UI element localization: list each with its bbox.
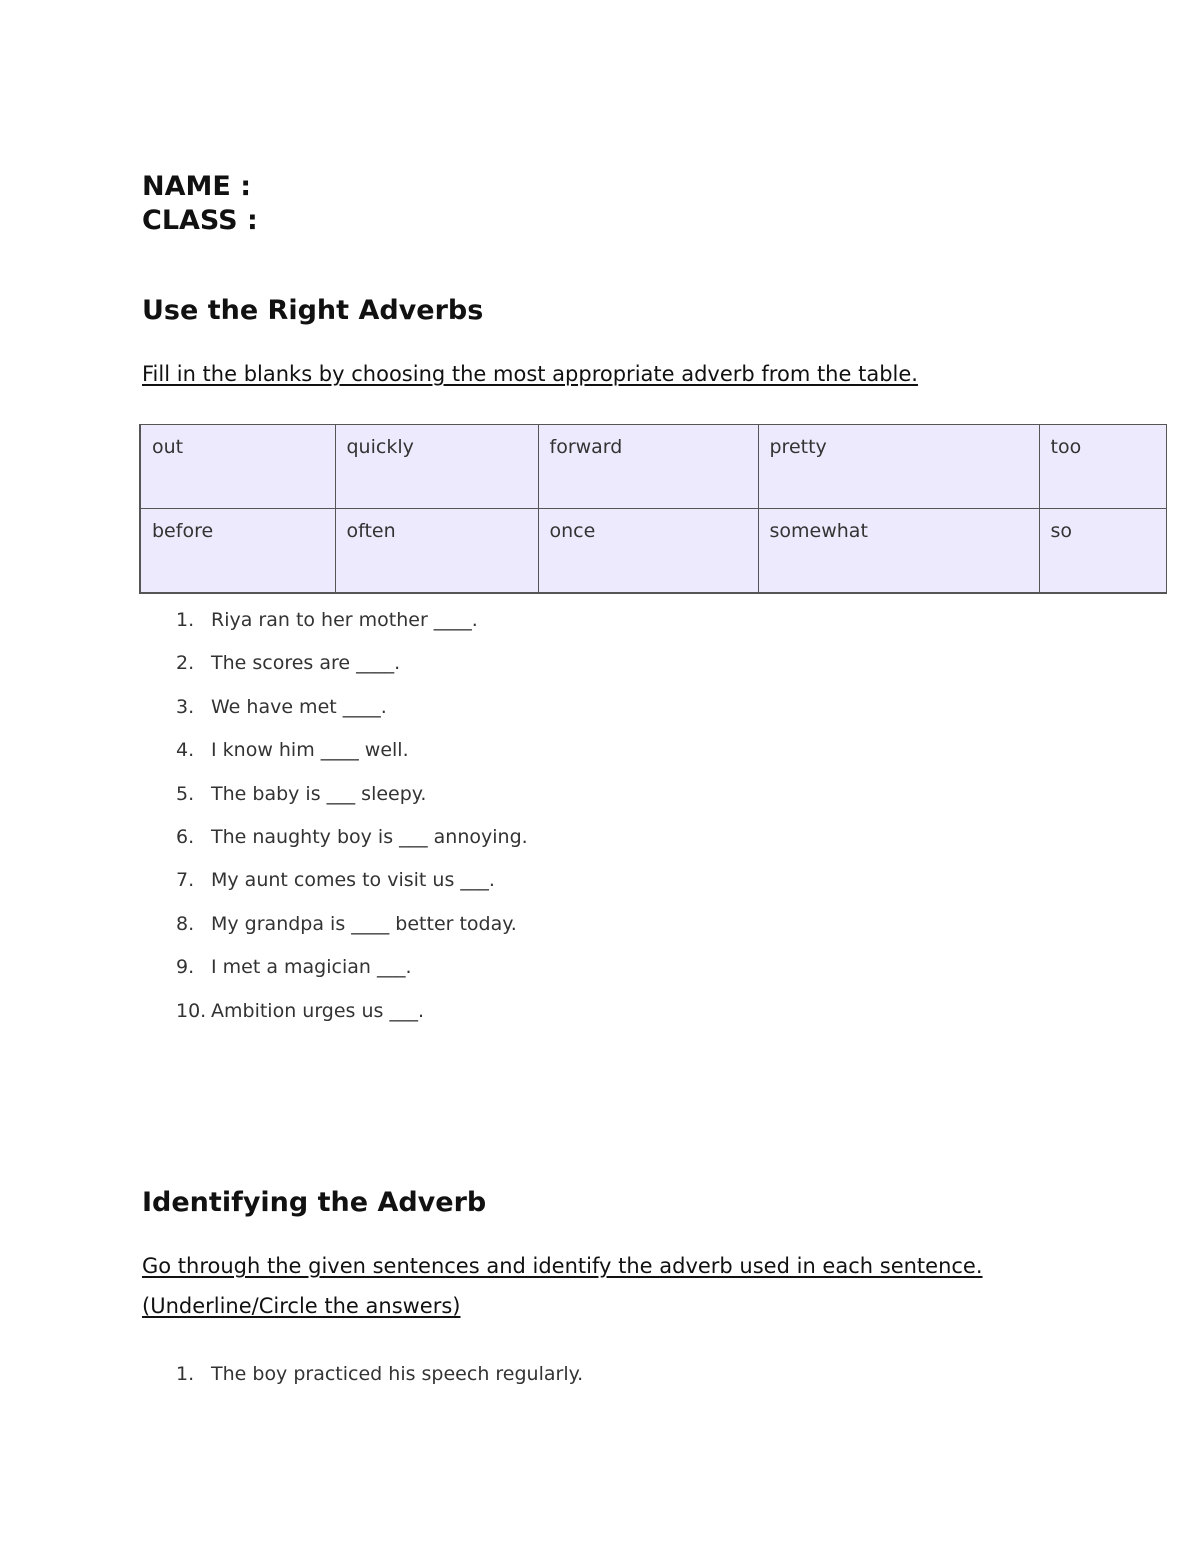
- table-cell: somewhat: [758, 509, 1039, 594]
- section-title-identifying-adverb: Identifying the Adverb: [142, 1187, 487, 1218]
- section-instruction-identify: Go through the given sentences and identify the adverb used in each sentence. (Underline/Circle the answers): [142, 1254, 983, 1318]
- table-cell: too: [1039, 425, 1166, 509]
- table-cell: forward: [538, 425, 758, 509]
- question-text: Riya ran to her mother ____.: [211, 609, 478, 631]
- section-instruction-fill-blanks: Fill in the blanks by choosing the most appropriate adverb from the table.: [142, 362, 918, 386]
- question-number: 1.: [176, 609, 195, 631]
- question-number: 2.: [176, 652, 195, 675]
- question-number: 10.: [176, 999, 207, 1022]
- class-label: CLASS :: [142, 205, 258, 236]
- section-title-right-adverbs: Use the Right Adverbs: [142, 295, 484, 326]
- table-cell: pretty: [758, 425, 1039, 509]
- question-number: 4.: [176, 739, 195, 762]
- question-text: I met a magician ___.: [211, 956, 412, 979]
- table-cell: out: [140, 425, 335, 509]
- question-text: The boy practiced his speech regularly.: [211, 1363, 584, 1385]
- table-cell: often: [335, 509, 538, 594]
- table-row: [140, 425, 1166, 509]
- question-number: 5.: [176, 782, 195, 805]
- question-text: The naughty boy is ___ annoying.: [211, 825, 528, 848]
- question-number: 9.: [176, 956, 195, 979]
- table-cell: quickly: [335, 425, 538, 509]
- question-text: Ambition urges us ___.: [211, 999, 425, 1022]
- question-number: 7.: [176, 869, 195, 892]
- question-number: 3.: [176, 695, 195, 718]
- question-text: I know him ____ well.: [211, 739, 409, 762]
- question-text: The baby is ___ sleepy.: [211, 782, 427, 805]
- question-number: 6.: [176, 825, 195, 848]
- question-text: We have met ____.: [211, 695, 387, 718]
- table-cell: once: [538, 509, 758, 594]
- table-row: [140, 509, 1166, 594]
- question-number: 1.: [176, 1363, 195, 1385]
- adverb-word-table: [139, 424, 1167, 594]
- table-cell: so: [1039, 509, 1166, 594]
- question-text: My grandpa is ____ better today.: [211, 912, 517, 935]
- question-number: 8.: [176, 912, 195, 935]
- question-text: The scores are ____.: [211, 652, 401, 675]
- table-cell: before: [140, 509, 335, 594]
- question-text: My aunt comes to visit us ___.: [211, 869, 495, 892]
- name-label: NAME :: [142, 171, 252, 202]
